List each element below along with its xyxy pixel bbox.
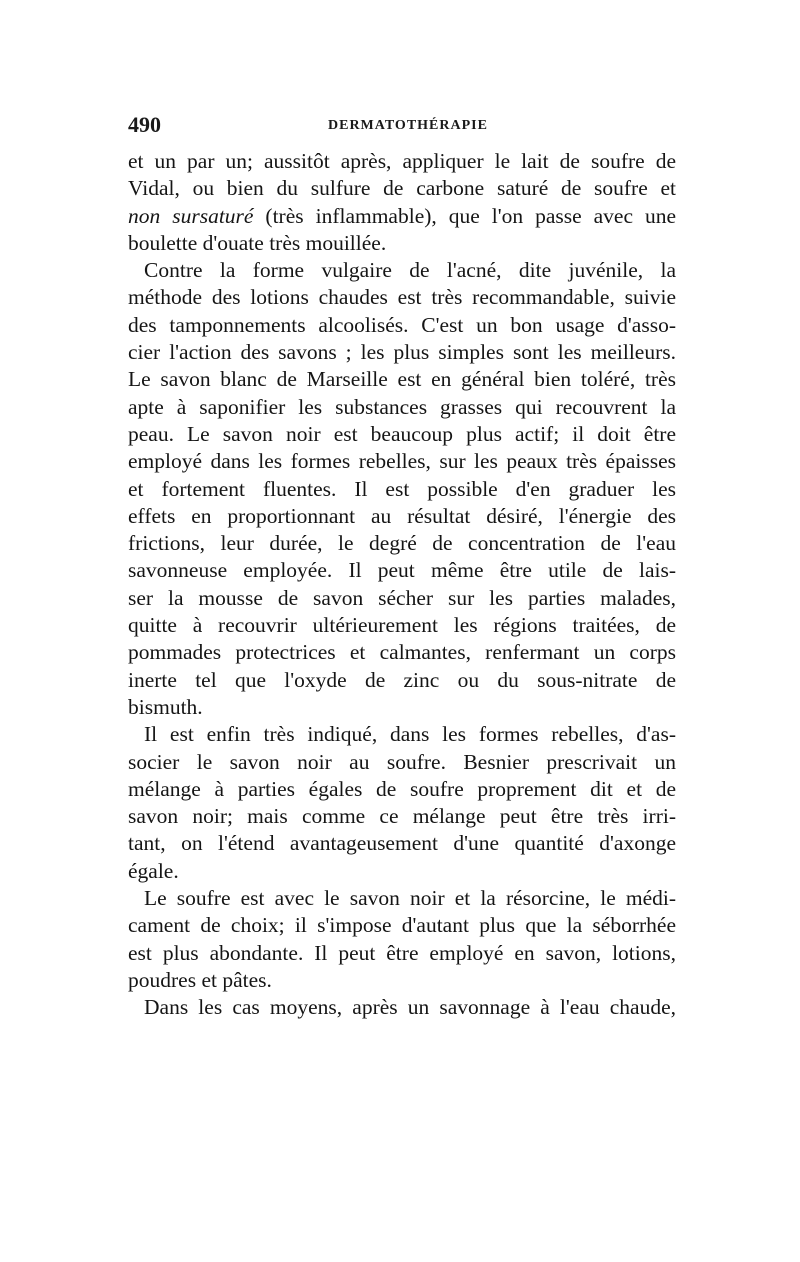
text-line: égale. <box>128 858 179 883</box>
text-line: est plus abondante. Il peut être employé en savon, lotions, <box>128 940 676 965</box>
text-line: Vidal, ou bien du sulfure de carbone saturé de soufre et <box>128 176 676 201</box>
text-line: socier le savon noir au soufre. Besnier prescrivait un <box>128 749 676 774</box>
text-line: Il est enfin très indiqué, dans les formes rebelles, d'as- <box>144 722 676 747</box>
text-line: peau. Le savon noir est beaucoup plus actif; il doit être <box>128 421 676 446</box>
text-line: savon noir; mais comme ce mélange peut être très irri- <box>128 804 676 829</box>
text-line: pommades protectrices et calmantes, renfermant un corps <box>128 640 676 665</box>
text-line: effets en proportionnant au résultat désiré, l'énergie des <box>128 503 676 528</box>
text-line: boulette d'ouate très mouillée. <box>128 230 387 255</box>
text-line: et un par un; aussitôt après, appliquer le lait de soufre de <box>128 149 676 173</box>
text-line-italic <box>128 203 676 230</box>
text-line: cament de choix; il s'impose d'autant plus que la séborrhée <box>128 913 676 938</box>
text-line: mélange à parties égales de soufre proprement dit et de <box>128 776 676 801</box>
text-line: Le soufre est avec le savon noir et la résorcine, le médi- <box>144 886 676 911</box>
paragraph-2 <box>128 257 676 721</box>
text-line: inerte tel que l'oxyde de zinc ou du sous-nitrate de <box>128 667 676 692</box>
text-line: méthode des lotions chaudes est très recommandable, suivie <box>128 285 676 310</box>
paragraph-1 <box>128 148 676 257</box>
italic-phrase: non sursaturé <box>128 203 254 228</box>
text-line: Le savon blanc de Marseille est en général bien toléré, très <box>128 367 676 392</box>
text-line: bismuth. <box>128 694 203 719</box>
text-line: savonneuse employée. Il peut même être utile de lais- <box>128 558 676 583</box>
text-line: apte à saponifier les substances grasses qui recouvrent la <box>128 394 676 419</box>
body-text <box>128 148 676 1022</box>
text-line: et fortement fluentes. Il est possible d'en graduer les <box>128 476 676 501</box>
paragraph-3 <box>128 721 676 885</box>
text-line: frictions, leur durée, le degré de concentration de l'eau <box>128 531 676 556</box>
paragraph-4 <box>128 885 676 994</box>
text-fragment: (très inflammable), que l'on passe avec une <box>253 203 676 228</box>
text-line: ser la mousse de savon sécher sur les parties malades, <box>128 585 676 610</box>
text-line: cier l'action des savons ; les plus simples sont les meilleurs. <box>128 340 676 365</box>
text-line: Contre la forme vulgaire de l'acné, dite juvénile, la <box>144 258 676 283</box>
text-line: poudres et pâtes. <box>128 967 272 992</box>
text-line: quitte à recouvrir ultérieurement les régions traitées, de <box>128 613 676 638</box>
running-title: DERMATOTHÉRAPIE <box>328 118 488 133</box>
text-line: employé dans les formes rebelles, sur les peaux très épaisses <box>128 449 676 474</box>
page-header <box>128 112 676 142</box>
paragraph-5 <box>128 994 676 1021</box>
page-number: 490 <box>128 112 161 137</box>
text-line: Dans les cas moyens, après un savonnage à l'eau chaude, <box>144 995 676 1020</box>
text-line: tant, on l'étend avantageusement d'une quantité d'axonge <box>128 831 676 856</box>
text-line: des tamponnements alcoolisés. C'est un bon usage d'asso- <box>128 312 676 337</box>
